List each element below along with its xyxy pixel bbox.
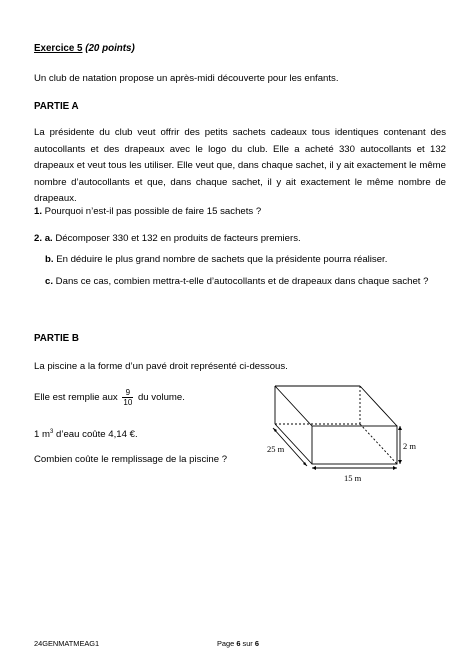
height-label: 2 m — [403, 441, 416, 451]
question-1 — [34, 206, 261, 218]
question-2c-letter: c. — [45, 276, 54, 287]
page-total: 6 — [254, 639, 259, 648]
fill-fraction — [122, 388, 133, 407]
exercise-points: (20 points) — [85, 43, 135, 54]
footer-code: 24GENMATMEAG1 — [34, 639, 100, 648]
fill-text-before: Elle est remplie aux — [34, 392, 118, 403]
hidden-edge-depth — [360, 424, 397, 464]
question-2a-text: Décomposer 330 et 132 en produits de facteurs premiers. — [52, 233, 301, 244]
fill-text-after: du volume. — [137, 392, 185, 403]
price-unit: 1 m — [34, 429, 50, 440]
length-label: 15 m — [344, 473, 362, 483]
question-2b-text: En déduire le plus grand nombre de sachets que la présidente pourra réaliser. — [53, 254, 388, 265]
footer-page — [217, 639, 259, 648]
question-2b — [45, 254, 387, 266]
price-exponent: 3 — [50, 428, 54, 435]
edge-top-left — [275, 386, 312, 426]
question-2a-letter: a. — [44, 233, 53, 244]
partie-a-heading: PARTIE A — [34, 101, 79, 112]
question-2a — [34, 233, 301, 245]
intro-text: Un club de natation propose un après-midi découverte pour les enfants. — [34, 73, 339, 84]
page-prefix: Page — [217, 639, 237, 648]
depth-label: 25 m — [267, 444, 285, 454]
water-price — [34, 429, 138, 441]
exercise-label: Exercice 5 — [34, 43, 83, 54]
question-2b-letter: b. — [45, 254, 54, 265]
edge-top-right — [360, 386, 397, 426]
partie-b-statement: La piscine a la forme d’un pavé droit représenté ci-dessous. — [34, 361, 288, 372]
partie-a-statement: La présidente du club veut offrir des petits sachets cadeaux tous identiques contenant des autocollants et des drapeaux avec le logo du club. Elle a acheté 330 autocollants et 132 drapeaux et veut tous les utiliser. Elle veut que, dans chaque sachet, il y ait exactement le même nombre d’autocollants et que, dans chaque sachet, il y ait exactement le même nombre de drapeaux. — [34, 127, 446, 205]
front-face — [312, 426, 397, 464]
question-1-text: Pourquoi n’est-il pas possible de faire 15 sachets ? — [42, 206, 262, 217]
question-2c — [45, 276, 428, 288]
partie-b-heading: PARTIE B — [34, 333, 79, 344]
cuboid-figure — [260, 380, 420, 490]
fraction-denominator: 10 — [123, 397, 133, 407]
question-2-number: 2. — [34, 233, 43, 244]
exercise-title — [34, 43, 135, 54]
price-text: d’eau coûte 4,14 €. — [53, 429, 138, 440]
fraction-numerator: 9 — [122, 388, 133, 398]
page-current: 6 — [236, 639, 241, 648]
page-mid: sur — [240, 639, 255, 648]
fill-fraction-line — [34, 385, 185, 411]
question-2c-text: Dans ce cas, combien mettra-t-elle d’autocollants et de drapeaux dans chaque sachet ? — [53, 276, 429, 287]
question-1-number: 1. — [34, 206, 43, 217]
final-question: Combien coûte le remplissage de la piscine ? — [34, 454, 228, 465]
